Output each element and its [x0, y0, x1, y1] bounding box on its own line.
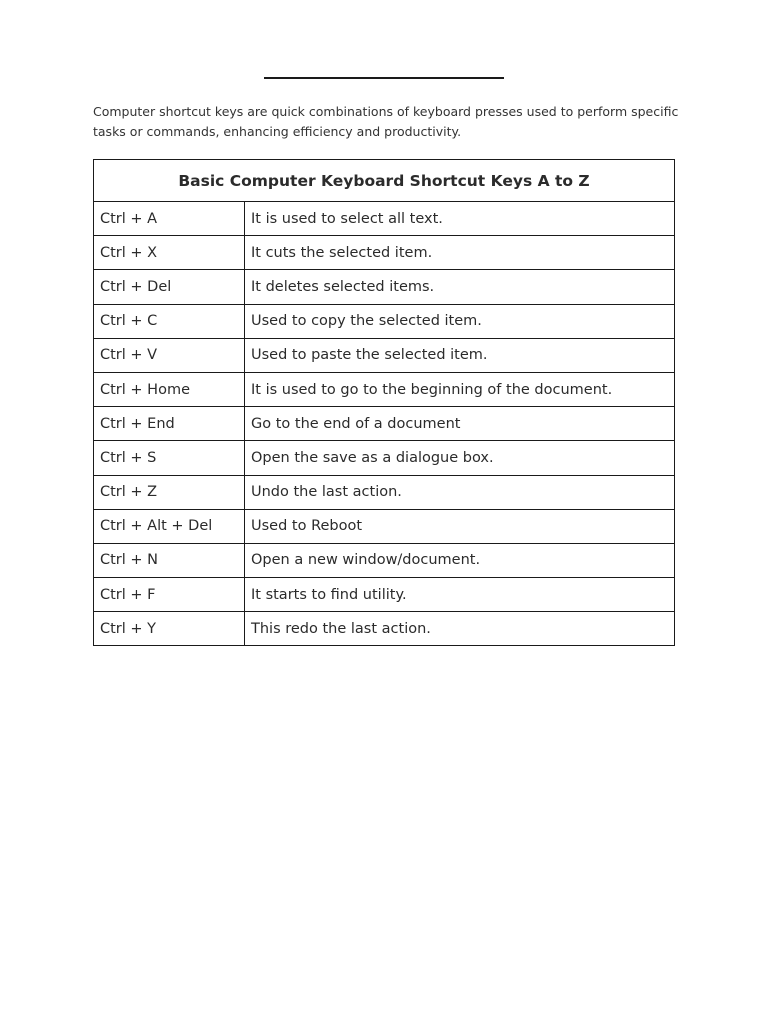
shortcut-description: Undo the last action. — [245, 475, 675, 509]
shortcut-key: Ctrl + Y — [94, 612, 245, 646]
shortcut-description: It cuts the selected item. — [245, 236, 675, 270]
shortcut-description: This redo the last action. — [245, 612, 675, 646]
shortcuts-table — [93, 159, 675, 646]
table-row — [94, 407, 675, 441]
table-heading: Basic Computer Keyboard Shortcut Keys A to Z — [94, 160, 675, 202]
shortcut-description: Used to Reboot — [245, 509, 675, 543]
table-row — [94, 202, 675, 236]
shortcut-description: It deletes selected items. — [245, 270, 675, 304]
shortcut-key: Ctrl + V — [94, 338, 245, 372]
intro-paragraph: Computer shortcut keys are quick combinations of keyboard presses used to perform specific tasks or commands, enhancing efficiency and productivity. — [93, 104, 679, 139]
table-row — [94, 612, 675, 646]
shortcut-key: Ctrl + Alt + Del — [94, 509, 245, 543]
shortcut-key: Ctrl + F — [94, 578, 245, 612]
title-rule — [264, 77, 504, 79]
table-row — [94, 372, 675, 406]
table-row — [94, 338, 675, 372]
table-row — [94, 509, 675, 543]
shortcut-key: Ctrl + Del — [94, 270, 245, 304]
shortcut-description: Open the save as a dialogue box. — [245, 441, 675, 475]
table-row — [94, 441, 675, 475]
table-row — [94, 578, 675, 612]
shortcut-key: Ctrl + C — [94, 304, 245, 338]
shortcut-key: Ctrl + A — [94, 202, 245, 236]
shortcut-description: It starts to find utility. — [245, 578, 675, 612]
shortcut-key: Ctrl + End — [94, 407, 245, 441]
table-row — [94, 475, 675, 509]
table-row — [94, 270, 675, 304]
shortcut-key: Ctrl + Z — [94, 475, 245, 509]
shortcut-key: Ctrl + S — [94, 441, 245, 475]
shortcut-description: Used to paste the selected item. — [245, 338, 675, 372]
shortcut-description: Used to copy the selected item. — [245, 304, 675, 338]
shortcut-description: Go to the end of a document — [245, 407, 675, 441]
table-header-row — [94, 160, 675, 202]
table-row — [94, 543, 675, 577]
shortcut-key: Ctrl + Home — [94, 372, 245, 406]
shortcut-description: It is used to select all text. — [245, 202, 675, 236]
table-row — [94, 236, 675, 270]
shortcut-key: Ctrl + N — [94, 543, 245, 577]
table-row — [94, 304, 675, 338]
shortcut-key: Ctrl + X — [94, 236, 245, 270]
shortcut-description: It is used to go to the beginning of the document. — [245, 372, 675, 406]
shortcut-description: Open a new window/document. — [245, 543, 675, 577]
